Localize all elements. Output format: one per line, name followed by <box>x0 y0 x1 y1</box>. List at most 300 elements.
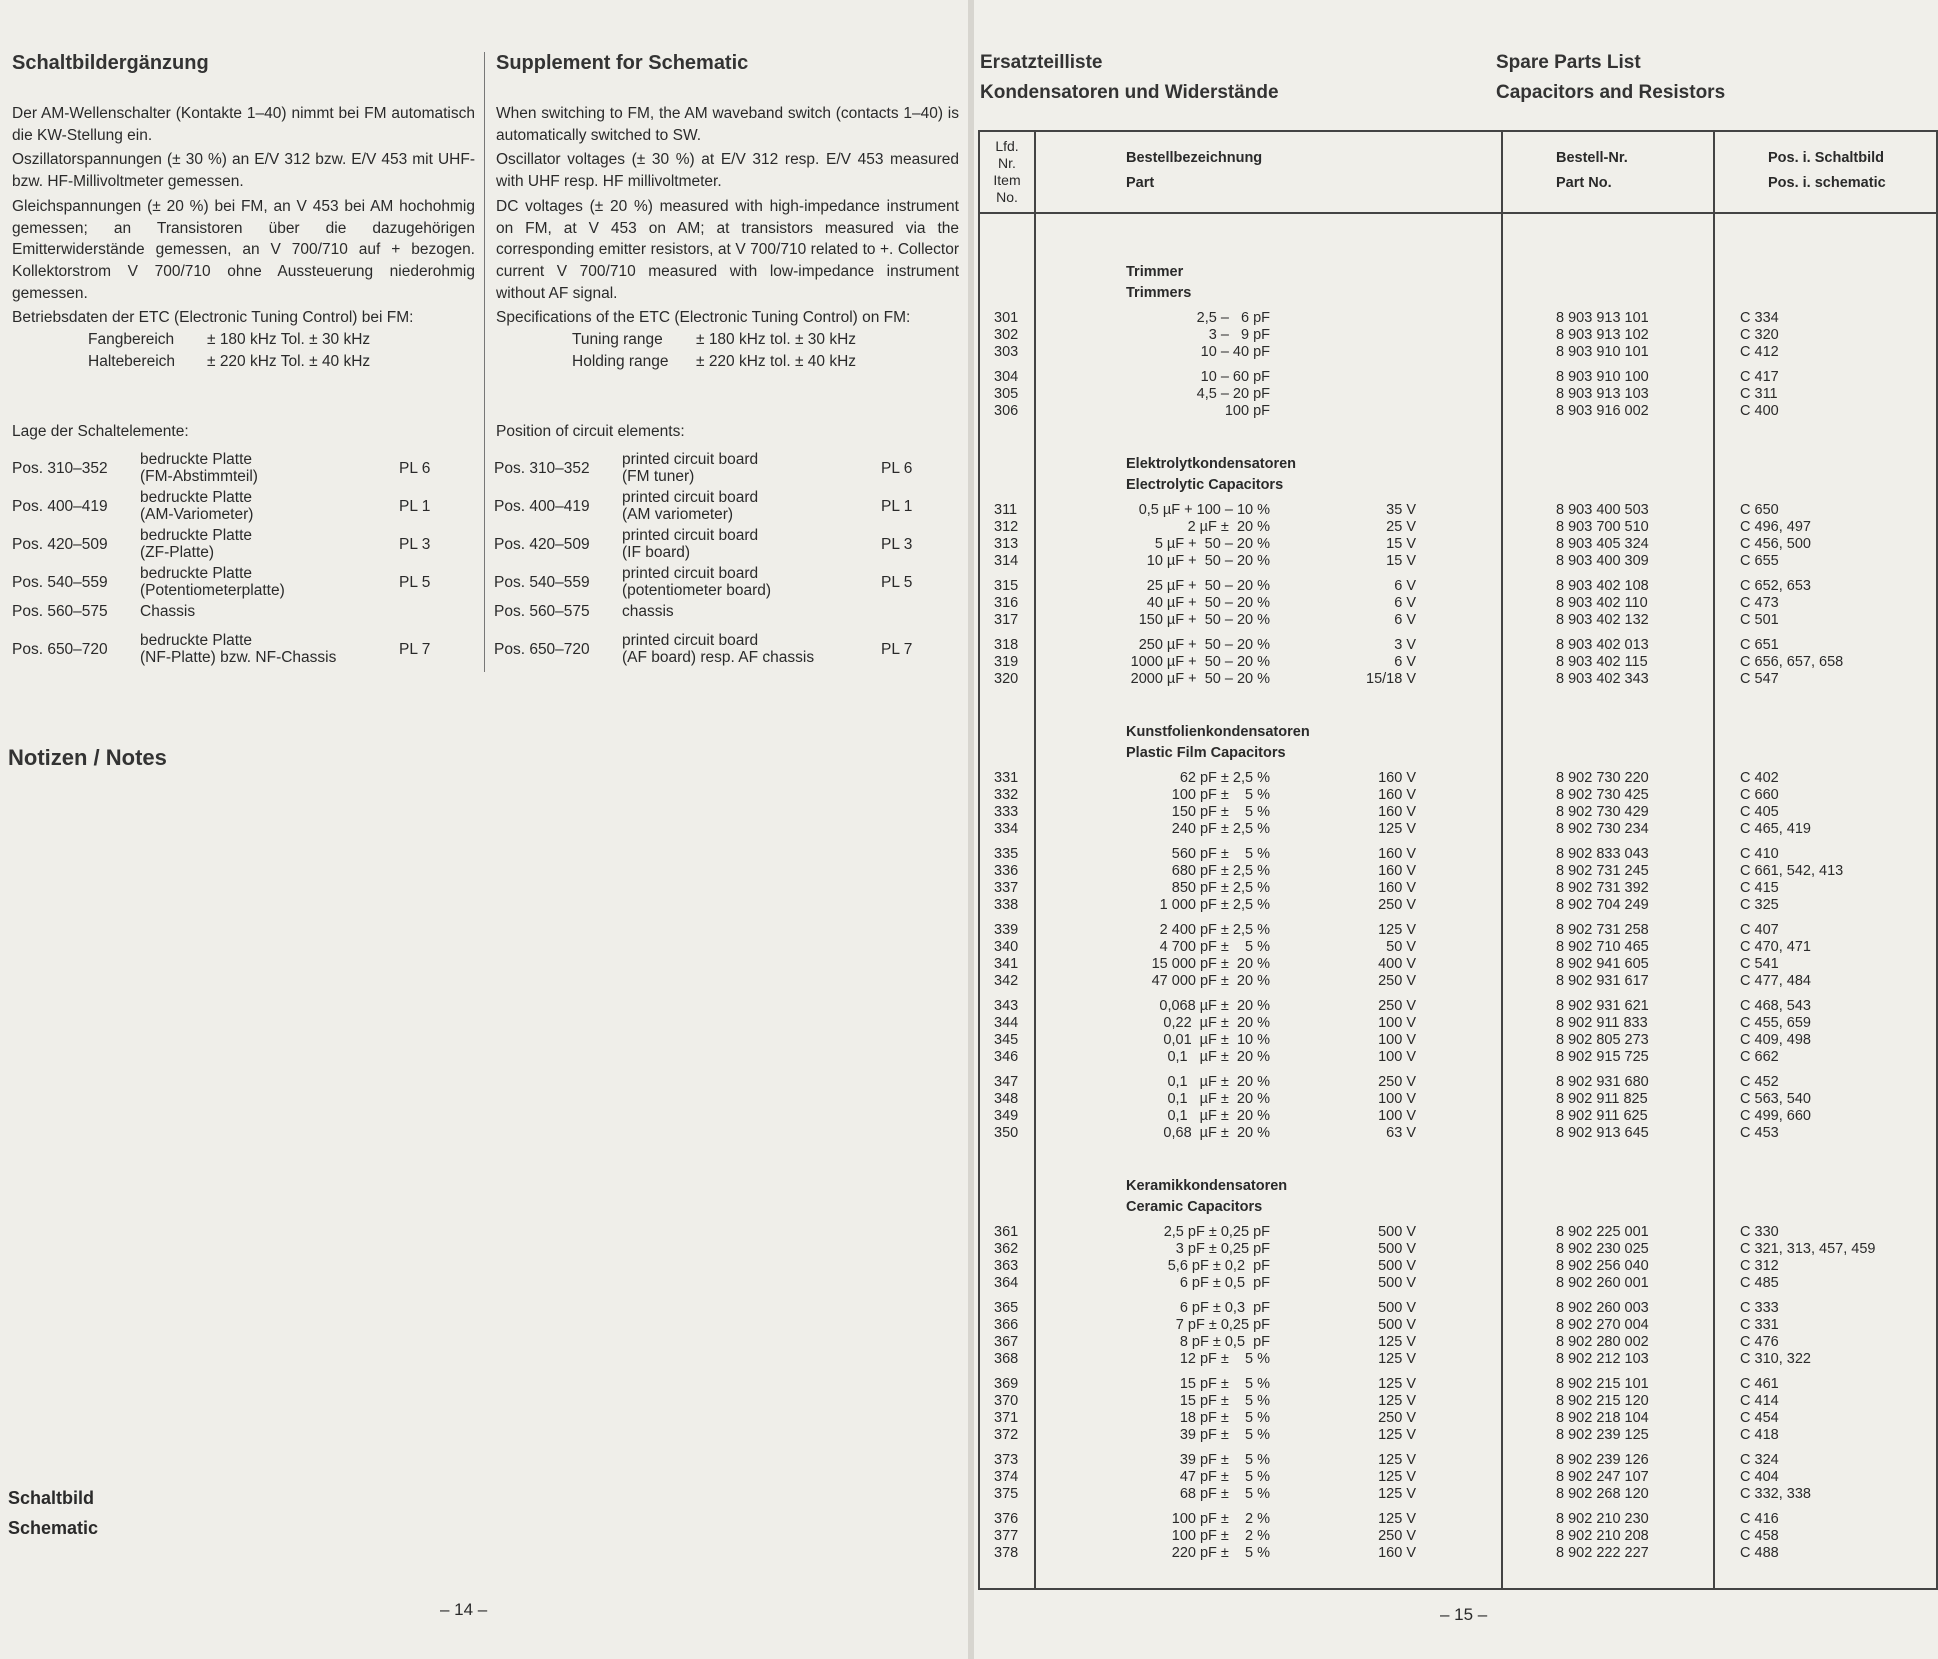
schematic-position: C 651 <box>1740 637 1779 653</box>
position-description: printed circuit board (AM variometer) <box>622 489 759 523</box>
part-number: 8 902 268 120 <box>1556 1486 1649 1502</box>
part-number: 8 902 731 258 <box>1556 922 1649 938</box>
part-description: 240 pF ± 2,5 % <box>1171 821 1270 837</box>
part-number: 8 903 402 115 <box>1556 654 1648 670</box>
voltage: 500 V <box>1378 1300 1416 1316</box>
item-number: 366 <box>994 1317 1019 1333</box>
part-number: 8 902 218 104 <box>1556 1410 1649 1426</box>
table-row <box>980 502 1936 519</box>
part-description: 100 pF <box>1224 403 1270 419</box>
schematic-position: C 541 <box>1740 956 1779 972</box>
schematic-position: C 310, 322 <box>1740 1351 1811 1367</box>
title-de-1: Ersatzteilliste <box>980 52 1103 73</box>
table-row <box>980 1334 1936 1351</box>
pos-title-de: Lage der Schaltelemente: <box>12 423 189 440</box>
voltage: 160 V <box>1378 880 1416 896</box>
part-description: 220 pF ± 5 % <box>1171 1545 1270 1561</box>
table-row <box>980 1032 1936 1049</box>
voltage: 500 V <box>1378 1317 1416 1333</box>
part-number: 8 902 215 120 <box>1556 1393 1649 1409</box>
group-heading-de: Keramikkondensatoren <box>1126 1178 1288 1194</box>
position-row <box>12 489 472 523</box>
schematic-position: C 409, 498 <box>1740 1032 1811 1048</box>
schematic-position: C 405 <box>1740 804 1779 820</box>
position-range: Pos. 540–559 <box>12 574 108 591</box>
item-number: 306 <box>994 403 1019 419</box>
item-number: 333 <box>994 804 1019 820</box>
group-heading-en: Trimmers <box>1126 285 1192 301</box>
item-number: 332 <box>994 787 1019 803</box>
item-number: 336 <box>994 863 1019 879</box>
col-header-text: Bestellbezeichnung <box>1126 150 1263 166</box>
table-row <box>980 637 1936 654</box>
table-row <box>980 880 1936 897</box>
item-number: 317 <box>994 612 1019 628</box>
item-number: 319 <box>994 654 1019 670</box>
position-description: printed circuit board (IF board) <box>622 527 759 561</box>
part-number: 8 902 730 425 <box>1556 787 1649 803</box>
en-paragraph: Oscillator voltages (± 30 %) at E/V 312 resp. E/V 453 measured with UHF resp. HF millivoltmeter. <box>496 151 959 191</box>
item-number: 339 <box>994 922 1019 938</box>
table-row <box>980 770 1936 787</box>
table-row <box>980 1511 1936 1528</box>
schematic-position: C 415 <box>1740 880 1779 896</box>
schematic-position: C 404 <box>1740 1469 1779 1485</box>
position-row <box>494 565 954 599</box>
part-description: 40 µF + 50 – 20 % <box>1146 595 1270 611</box>
table-row <box>980 821 1936 838</box>
item-number: 312 <box>994 519 1019 535</box>
part-number: 8 902 704 249 <box>1556 897 1649 913</box>
table-row <box>980 863 1936 880</box>
voltage: 6 V <box>1394 578 1416 594</box>
schematic-position: C 407 <box>1740 922 1779 938</box>
part-description: 5,6 pF ± 0,2 pF <box>1167 1258 1270 1274</box>
table-row <box>980 327 1936 344</box>
part-number: 8 903 405 324 <box>1556 536 1649 552</box>
schematic-position: C 652, 653 <box>1740 578 1811 594</box>
part-number: 8 902 212 103 <box>1556 1351 1649 1367</box>
voltage: 100 V <box>1378 1049 1416 1065</box>
schematic-position: C 312 <box>1740 1258 1779 1274</box>
voltage: 50 V <box>1386 939 1416 955</box>
table-row <box>980 386 1936 403</box>
de-paragraph: Betriebsdaten der ETC (Electronic Tuning Control) bei FM: <box>12 309 414 327</box>
table-row <box>980 553 1936 570</box>
part-description: 0,1 µF ± 20 % <box>1167 1074 1270 1090</box>
table-row <box>980 1317 1936 1334</box>
table-row <box>980 519 1936 536</box>
table-row <box>980 1393 1936 1410</box>
voltage: 125 V <box>1378 1486 1416 1502</box>
part-description: 39 pF ± 5 % <box>1179 1452 1270 1468</box>
part-description: 12 pF ± 5 % <box>1179 1351 1270 1367</box>
item-number: 369 <box>994 1376 1019 1392</box>
etc-label: Holding range <box>572 353 669 371</box>
col-header-text: Part <box>1126 175 1155 191</box>
part-number: 8 902 731 392 <box>1556 880 1649 896</box>
voltage: 250 V <box>1378 1410 1416 1426</box>
table-row <box>980 897 1936 914</box>
voltage: 250 V <box>1378 897 1416 913</box>
part-number: 8 902 222 227 <box>1556 1545 1649 1561</box>
part-number: 8 903 913 101 <box>1556 310 1649 326</box>
col-header-text: Pos. i. schematic <box>1768 175 1886 191</box>
schematic-position: C 324 <box>1740 1452 1779 1468</box>
part-number: 8 903 402 108 <box>1556 578 1649 594</box>
part-number: 8 902 931 680 <box>1556 1074 1649 1090</box>
de-paragraph: Oszillatorspannungen (± 30 %) an E/V 312 bzw. E/V 453 mit UHF- bzw. HF-Millivoltmeter gemessen. <box>12 151 475 191</box>
part-number: 8 902 941 605 <box>1556 956 1649 972</box>
table-row <box>980 310 1936 327</box>
position-range: Pos. 310–352 <box>12 460 108 477</box>
part-number: 8 902 730 234 <box>1556 821 1649 837</box>
voltage: 6 V <box>1394 595 1416 611</box>
part-description: 6 pF ± 0,3 pF <box>1179 1300 1270 1316</box>
part-number: 8 903 402 132 <box>1556 612 1649 628</box>
schematic-position: C 320 <box>1740 327 1779 343</box>
part-description: 560 pF ± 5 % <box>1171 846 1270 862</box>
spare-parts-table <box>978 130 1938 1590</box>
part-description: 10 – 40 pF <box>1200 344 1270 360</box>
col-header-partno <box>1556 146 1628 196</box>
part-number: 8 902 215 101 <box>1556 1376 1649 1392</box>
schematic-position: C 334 <box>1740 310 1779 326</box>
schematic-position: C 321, 313, 457, 459 <box>1740 1241 1876 1257</box>
table-row <box>980 787 1936 804</box>
part-description: 4,5 – 20 pF <box>1196 386 1270 402</box>
schematic-position: C 477, 484 <box>1740 973 1811 989</box>
en-paragraph: Specifications of the ETC (Electronic Tuning Control) on FM: <box>496 309 911 327</box>
item-number: 341 <box>994 956 1019 972</box>
part-number: 8 902 731 245 <box>1556 863 1649 879</box>
voltage: 15 V <box>1386 553 1416 569</box>
position-description: chassis <box>622 603 674 620</box>
etc-label: Tuning range <box>572 331 663 349</box>
part-number: 8 902 911 825 <box>1556 1091 1648 1107</box>
part-number: 8 902 260 001 <box>1556 1275 1649 1291</box>
part-number: 8 902 239 126 <box>1556 1452 1649 1468</box>
part-number: 8 902 230 025 <box>1556 1241 1649 1257</box>
part-description: 0,1 µF ± 20 % <box>1167 1049 1270 1065</box>
item-number: 318 <box>994 637 1019 653</box>
voltage: 500 V <box>1378 1258 1416 1274</box>
position-row <box>494 451 954 485</box>
voltage: 15 V <box>1386 536 1416 552</box>
part-number: 8 902 913 645 <box>1556 1125 1649 1141</box>
table-row <box>980 1410 1936 1427</box>
voltage: 250 V <box>1378 973 1416 989</box>
item-number: 320 <box>994 671 1019 687</box>
schematic-position: C 496, 497 <box>1740 519 1811 535</box>
position-range: Pos. 400–419 <box>12 498 108 515</box>
position-plate: PL 6 <box>881 460 913 477</box>
schematic-position: C 485 <box>1740 1275 1779 1291</box>
voltage: 15/18 V <box>1366 671 1416 687</box>
part-number: 8 902 256 040 <box>1556 1258 1649 1274</box>
part-number: 8 903 402 343 <box>1556 671 1649 687</box>
col-header-item <box>980 138 1034 206</box>
part-number: 8 902 931 621 <box>1556 998 1649 1014</box>
pos-title-en: Position of circuit elements: <box>496 423 685 440</box>
title-en-2: Capacitors and Resistors <box>1496 82 1726 103</box>
position-description: printed circuit board (AF board) resp. AF chassis <box>622 632 815 666</box>
part-description: 39 pF ± 5 % <box>1179 1427 1270 1443</box>
position-range: Pos. 420–509 <box>12 536 108 553</box>
etc-value: ± 220 kHz tol. ± 40 kHz <box>696 353 857 371</box>
position-description: bedruckte Platte (Potentiometerplatte) <box>140 565 285 599</box>
item-number: 362 <box>994 1241 1019 1257</box>
schematic-position: C 414 <box>1740 1393 1779 1409</box>
group-heading-en: Ceramic Capacitors <box>1126 1199 1263 1215</box>
part-description: 680 pF ± 2,5 % <box>1171 863 1270 879</box>
table-row <box>980 1452 1936 1469</box>
part-number: 8 903 400 309 <box>1556 553 1649 569</box>
position-range: Pos. 540–559 <box>494 574 590 591</box>
group-heading-en: Plastic Film Capacitors <box>1126 745 1286 761</box>
voltage: 100 V <box>1378 1015 1416 1031</box>
part-number: 8 902 239 125 <box>1556 1427 1649 1443</box>
voltage: 6 V <box>1394 612 1416 628</box>
part-description: 47 000 pF ± 20 % <box>1151 973 1270 989</box>
group-heading <box>1126 262 1191 304</box>
voltage: 125 V <box>1378 1351 1416 1367</box>
position-range: Pos. 400–419 <box>494 498 590 515</box>
etc-row <box>496 329 959 351</box>
schematic-position: C 416 <box>1740 1511 1779 1527</box>
table-row <box>980 1300 1936 1317</box>
heading-en: Supplement for Schematic <box>496 52 749 74</box>
part-number: 8 902 260 003 <box>1556 1300 1649 1316</box>
voltage: 500 V <box>1378 1224 1416 1240</box>
voltage: 125 V <box>1378 922 1416 938</box>
item-number: 343 <box>994 998 1019 1014</box>
item-number: 368 <box>994 1351 1019 1367</box>
position-plate: PL 5 <box>881 574 913 591</box>
part-number: 8 903 913 102 <box>1556 327 1649 343</box>
etc-row <box>12 351 475 373</box>
voltage: 3 V <box>1394 637 1416 653</box>
part-description: 2 µF ± 20 % <box>1187 519 1270 535</box>
item-number: 338 <box>994 897 1019 913</box>
item-number: 364 <box>994 1275 1019 1291</box>
voltage: 160 V <box>1378 846 1416 862</box>
de-paragraph: Gleichspannungen (± 20 %) bei FM, an V 453 bei AM hochohmig gemessen; an Transistoren über die dazugehörigen Emitterwiderstände gemessen, an V 700/710 auf + bezogen. Kollektorstrom V 700/710 ohne Aussteuerung niederohmig gemessen. <box>12 197 475 302</box>
schematic-position: C 499, 660 <box>1740 1108 1811 1124</box>
item-number: 316 <box>994 595 1019 611</box>
item-number: 371 <box>994 1410 1019 1426</box>
table-row <box>980 1275 1936 1292</box>
group-heading <box>1126 454 1296 496</box>
part-number: 8 903 916 002 <box>1556 403 1649 419</box>
part-description: 10 µF + 50 – 20 % <box>1146 553 1270 569</box>
etc-value: ± 220 kHz Tol. ± 40 kHz <box>207 353 371 371</box>
table-row <box>980 578 1936 595</box>
part-description: 100 pF ± 2 % <box>1171 1528 1270 1544</box>
table-row <box>980 922 1936 939</box>
item-number: 344 <box>994 1015 1019 1031</box>
table-row <box>980 939 1936 956</box>
part-description: 7 pF ± 0,25 pF <box>1175 1317 1270 1333</box>
part-description: 0,22 µF ± 20 % <box>1163 1015 1270 1031</box>
item-number: 346 <box>994 1049 1019 1065</box>
schematic-position: C 501 <box>1740 612 1779 628</box>
voltage: 125 V <box>1378 1376 1416 1392</box>
schematic-position: C 461 <box>1740 1376 1779 1392</box>
group-heading-de: Trimmer <box>1126 264 1184 280</box>
item-number: 348 <box>994 1091 1019 1107</box>
voltage: 500 V <box>1378 1241 1416 1257</box>
part-number: 8 903 913 103 <box>1556 386 1649 402</box>
position-description: printed circuit board (potentiometer board) <box>622 565 772 599</box>
voltage: 100 V <box>1378 1108 1416 1124</box>
item-number: 305 <box>994 386 1019 402</box>
part-description: 100 pF ± 2 % <box>1171 1511 1270 1527</box>
col-header-schematic <box>1768 146 1886 196</box>
voltage: 250 V <box>1378 998 1416 1014</box>
table-row <box>980 654 1936 671</box>
table-row <box>980 1241 1936 1258</box>
part-description: 150 pF ± 5 % <box>1171 804 1270 820</box>
item-number: 372 <box>994 1427 1019 1443</box>
voltage: 160 V <box>1378 1545 1416 1561</box>
position-description: bedruckte Platte (NF-Platte) bzw. NF-Chassis <box>140 632 337 666</box>
table-row <box>980 1108 1936 1125</box>
voltage: 125 V <box>1378 1511 1416 1527</box>
item-number: 347 <box>994 1074 1019 1090</box>
table-row <box>980 1427 1936 1444</box>
col-header-text: Pos. i. Schaltbild <box>1768 150 1885 166</box>
position-description: bedruckte Platte (FM-Abstimmteil) <box>140 451 258 485</box>
table-row <box>980 1376 1936 1393</box>
part-description: 1000 µF + 50 – 20 % <box>1130 654 1270 670</box>
part-description: 68 pF ± 5 % <box>1179 1486 1270 1502</box>
part-number: 8 903 402 110 <box>1556 595 1648 611</box>
part-number: 8 902 730 220 <box>1556 770 1649 786</box>
part-number: 8 903 400 503 <box>1556 502 1649 518</box>
part-description: 10 – 60 pF <box>1200 369 1270 385</box>
schematic-position: C 455, 659 <box>1740 1015 1811 1031</box>
right-page <box>974 0 1938 1659</box>
part-description: 5 µF + 50 – 20 % <box>1154 536 1270 552</box>
part-description: 0,1 µF ± 20 % <box>1167 1091 1270 1107</box>
part-description: 25 µF + 50 – 20 % <box>1146 578 1270 594</box>
part-description: 8 pF ± 0,5 pF <box>1179 1334 1270 1350</box>
position-range: Pos. 310–352 <box>494 460 590 477</box>
voltage: 35 V <box>1386 502 1416 518</box>
en-paragraph: When switching to FM, the AM waveband switch (contacts 1–40) is automatically switched to SW. <box>496 105 959 144</box>
item-number: 373 <box>994 1452 1019 1468</box>
schematic-position: C 332, 338 <box>1740 1486 1811 1502</box>
position-range: Pos. 560–575 <box>494 603 590 620</box>
col-header-part <box>1126 146 1262 196</box>
schematic-position: C 656, 657, 658 <box>1740 654 1844 670</box>
schematic-position: C 470, 471 <box>1740 939 1811 955</box>
voltage: 125 V <box>1378 1469 1416 1485</box>
de-paragraph: Der AM-Wellenschalter (Kontakte 1–40) nimmt bei FM automatisch die KW-Stellung ein. <box>12 105 475 144</box>
part-number: 8 902 280 002 <box>1556 1334 1649 1350</box>
position-plate: PL 7 <box>399 641 431 658</box>
etc-value: ± 180 kHz tol. ± 30 kHz <box>696 331 857 349</box>
part-description: 2000 µF + 50 – 20 % <box>1130 671 1270 687</box>
table-row <box>980 1125 1936 1142</box>
voltage: 100 V <box>1378 1032 1416 1048</box>
table-row <box>980 973 1936 990</box>
table-row <box>980 344 1936 361</box>
position-plate: PL 6 <box>399 460 431 477</box>
part-description: 1 000 pF ± 2,5 % <box>1159 897 1270 913</box>
part-description: 6 pF ± 0,5 pF <box>1179 1275 1270 1291</box>
etc-label: Haltebereich <box>88 353 176 371</box>
table-row <box>980 804 1936 821</box>
position-range: Pos. 650–720 <box>494 641 590 658</box>
position-row <box>12 451 472 485</box>
col-header-text: No. <box>996 189 1018 205</box>
position-row <box>494 527 954 561</box>
part-description: 15 000 pF ± 20 % <box>1151 956 1270 972</box>
item-number: 334 <box>994 821 1019 837</box>
schematic-position: C 488 <box>1740 1545 1779 1561</box>
table-header-line <box>980 212 1938 214</box>
voltage: 6 V <box>1394 654 1416 670</box>
title-en-1: Spare Parts List <box>1496 52 1641 73</box>
table-row <box>980 998 1936 1015</box>
part-number: 8 902 710 465 <box>1556 939 1649 955</box>
part-description: 2 400 pF ± 2,5 % <box>1159 922 1270 938</box>
etc-row <box>496 351 959 373</box>
position-range: Pos. 560–575 <box>12 603 108 620</box>
item-number: 311 <box>994 502 1018 518</box>
item-number: 340 <box>994 939 1019 955</box>
part-description: 15 pF ± 5 % <box>1179 1376 1270 1392</box>
position-row <box>494 632 954 666</box>
voltage: 160 V <box>1378 787 1416 803</box>
table-row <box>980 1224 1936 1241</box>
col-header-text: Nr. <box>998 155 1016 171</box>
item-number: 367 <box>994 1334 1019 1350</box>
de-text <box>12 103 475 373</box>
table-row <box>980 671 1936 688</box>
page-number: – 15 – <box>1440 1605 1488 1624</box>
table-row <box>980 536 1936 553</box>
part-number: 8 902 210 230 <box>1556 1511 1649 1527</box>
part-description: 3 – 9 pF <box>1208 327 1270 343</box>
position-plate: PL 1 <box>881 498 913 515</box>
schematic-position: C 410 <box>1740 846 1779 862</box>
schematic-position: C 476 <box>1740 1334 1779 1350</box>
part-number: 8 903 700 510 <box>1556 519 1649 535</box>
table-row <box>980 612 1936 629</box>
schematic-position: C 465, 419 <box>1740 821 1811 837</box>
group-heading-en: Electrolytic Capacitors <box>1126 477 1284 493</box>
part-description: 0,01 µF ± 10 % <box>1163 1032 1270 1048</box>
part-description: 47 pF ± 5 % <box>1179 1469 1270 1485</box>
part-number: 8 902 247 107 <box>1556 1469 1649 1485</box>
col-header-text: Item <box>993 172 1021 188</box>
voltage: 63 V <box>1386 1125 1416 1141</box>
schematic-position: C 311 <box>1740 386 1778 402</box>
part-description: 100 pF ± 5 % <box>1171 787 1270 803</box>
item-number: 365 <box>994 1300 1019 1316</box>
part-description: 18 pF ± 5 % <box>1179 1410 1270 1426</box>
voltage: 400 V <box>1378 956 1416 972</box>
table-row <box>980 1545 1936 1562</box>
part-description: 3 pF ± 0,25 pF <box>1175 1241 1270 1257</box>
part-description: 15 pF ± 5 % <box>1179 1393 1270 1409</box>
voltage: 125 V <box>1378 821 1416 837</box>
item-number: 349 <box>994 1108 1019 1124</box>
schematic-position: C 331 <box>1740 1317 1779 1333</box>
